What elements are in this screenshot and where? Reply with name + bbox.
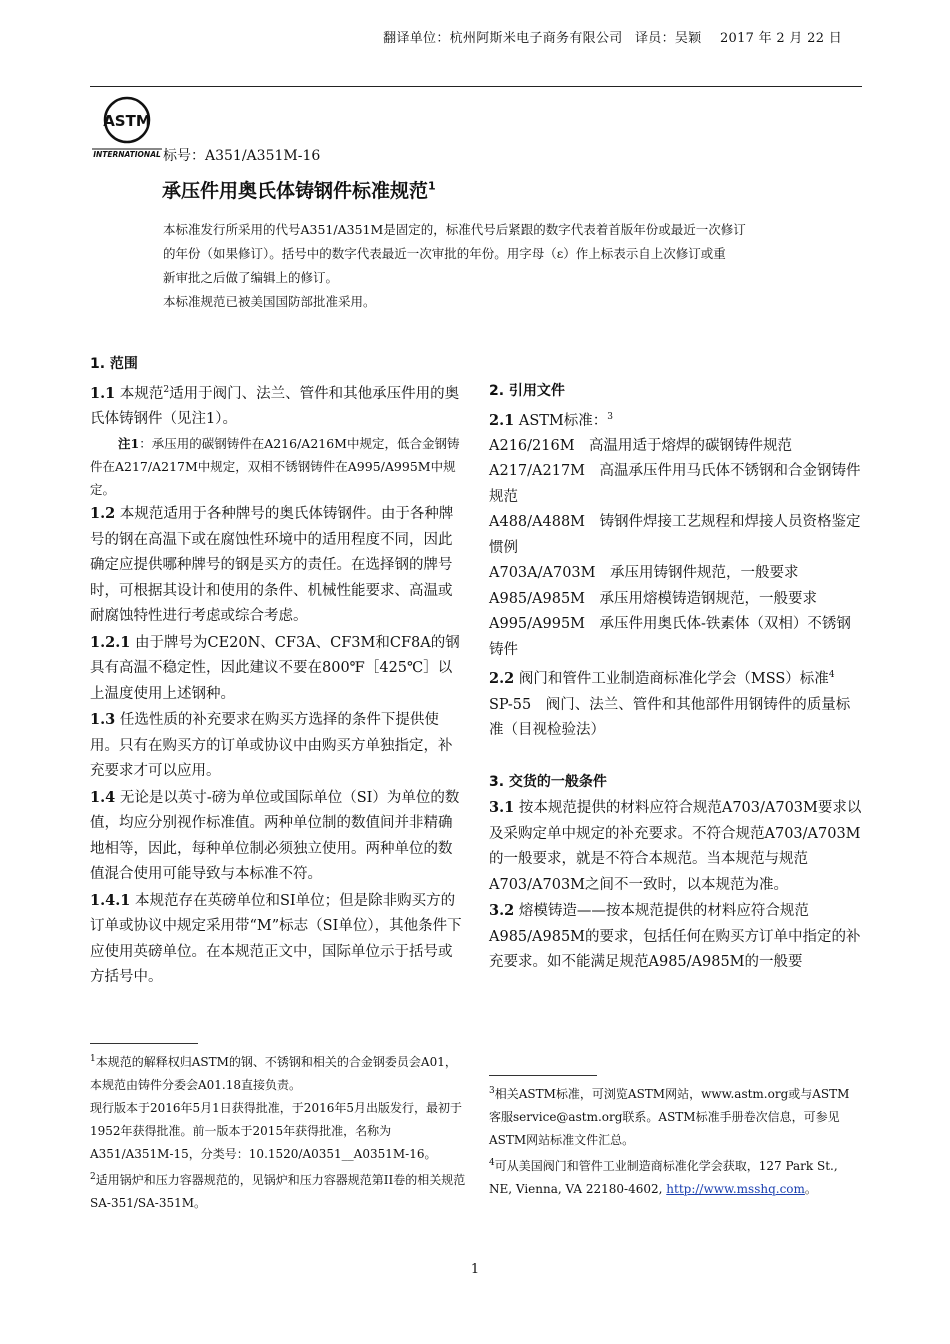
- para-number: 1.2: [90, 505, 116, 523]
- note-1: [90, 432, 464, 501]
- page-number: 1: [470, 1262, 480, 1277]
- msshq-link[interactable]: http://www.msshq.com: [666, 1182, 805, 1196]
- reference-item: A488/A488M 铸钢件焊接工艺规程和焊接人员资格鉴定惯例: [489, 514, 861, 556]
- astm-logo: [90, 92, 164, 158]
- note-label: 注1: [118, 436, 140, 452]
- para-3-1: [489, 795, 863, 898]
- para-text: 本规范适用于各种牌号的奥氏体铸钢件。由于各种牌号的钢在高温下或在腐蚀性环境中的适用程度不同，因此确定应提供哪种牌号的钢是买方的责任。在选择钢的牌号时，可根据其设计和使用的条件、机械性能要求、高温或耐腐蚀特性进行考虑或综合考虑。: [90, 506, 454, 625]
- para-1-4-1: [90, 888, 464, 991]
- header-rule: [90, 86, 862, 87]
- section-3-title: 3. 交货的一般条件: [489, 773, 607, 790]
- header-date: 2017 年 2 月 22 日: [719, 31, 842, 46]
- footnote-1b: 现行版本于2016年5月1日获得批准，于2016年5月出版发行，最初于1952年获得批准。前一版本于2015年获得批准，名称为A351/A351M-15，分类号：10.1520/A0351__A0351M-16。: [90, 1101, 462, 1161]
- footnote-4: [489, 1152, 861, 1201]
- para-1-3: [90, 707, 464, 785]
- para-3-2: [489, 898, 863, 976]
- footnote-text: 可从美国阀门和管件工业制造商标准化学会获取，127 Park St., NE, Vienna, VA 22180-4602,: [489, 1159, 838, 1196]
- footnote-3: [489, 1080, 861, 1152]
- title-footnote-ref: 1: [428, 179, 436, 193]
- footnote-ref: 4: [828, 670, 835, 681]
- para-number: 1.1: [90, 384, 116, 402]
- standard-number: 标号：A351/A351M-16: [163, 148, 321, 164]
- footnote-text: 本规范的解释权归ASTM的钢、不锈钢和相关的合金钢委员会A01，本规范由铸件分委会A01.18直接负责。: [90, 1055, 457, 1092]
- intro-line: 新审批之后做了编辑上的修订。: [163, 270, 339, 285]
- para-number: 2.1: [489, 411, 515, 429]
- right-column: [489, 379, 863, 976]
- para-text: ASTM标准：: [514, 412, 608, 429]
- reference-item: A217/A217M 高温承压件用马氏体不锈钢和合金钢铸件规范: [489, 463, 861, 505]
- reference-item: A995/A995M 承压件用奥氏体-铁素体（双相）不锈钢铸件: [489, 616, 851, 658]
- para-2-1: [489, 405, 863, 434]
- note-text: ：承压用的碳钢铸件在A216/A216M中规定，低合金钢铸件在A217/A217M中规定，双相不锈钢铸件在A995/A995M中规定。: [90, 436, 460, 498]
- para-number: 1.3: [90, 711, 116, 729]
- logo-mark-text: ASTM: [103, 112, 151, 130]
- title-text: 承压件用奥氏体铸钢件标准规范: [162, 180, 429, 202]
- footnote-text: 相关ASTM标准，可浏览ASTM网站，www.astm.org或与ASTM客服service@astm.org联系。ASTM标准手册卷次信息，可参见ASTM网站标准文件汇总。: [489, 1087, 850, 1147]
- footnote-ref: 2: [163, 384, 170, 395]
- footnote-1: [90, 1048, 468, 1097]
- footnote-rule: [90, 1043, 198, 1044]
- logo-text: INTERNATIONAL: [93, 150, 161, 158]
- spacer: [489, 744, 863, 764]
- section-2-title: 2. 引用文件: [489, 383, 565, 399]
- intro-line: 本标准规范已被美国国防部批准采用。: [163, 294, 376, 309]
- para-number: 1.4: [90, 788, 116, 806]
- translation-unit: 翻译单位：杭州阿斯米电子商务有限公司: [383, 31, 623, 46]
- para-1-1: [90, 378, 464, 433]
- para-text: 阀门和管件工业制造商标准化学会（MSS）标准: [514, 671, 829, 688]
- footnote-ref: 3: [607, 411, 614, 422]
- para-2-2: [489, 663, 863, 692]
- reference-item: A985/A985M 承压用熔模铸造钢规范，一般要求: [489, 590, 818, 607]
- footnote-text-end: 。: [804, 1182, 817, 1196]
- document-title: [162, 176, 436, 203]
- left-column: [90, 352, 464, 991]
- footnote-marker: 1: [90, 1054, 96, 1064]
- para-text: 适用于阀门、法兰、管件和其他承压件用的奥氏体铸钢件（见注1）。: [90, 385, 460, 427]
- page-header: [375, 27, 842, 46]
- para-text: 熔模铸造——按本规范提供的材料应符合规范A985/A985M的要求，包括任何在购买方订单中指定的补充要求。如不能满足规范A985/A985M的一般要: [489, 903, 861, 971]
- para-number: 3.1: [489, 799, 515, 817]
- translator: 译员：吴颖: [634, 31, 702, 46]
- para-text: 本规范存在英磅单位和SI单位；但是除非购买方的订单或协议中规定采用带“M”标志（SI单位），其他条件下应使用英磅单位。在本规范正文中，国际单位示于括号或方括号中。: [90, 892, 462, 986]
- para-number: 1.4.1: [90, 891, 131, 909]
- reference-item-sp55: SP-55 阀门、法兰、管件和其他部件用钢铸件的质量标准（目视检验法）: [489, 696, 851, 739]
- para-text: 本规范: [115, 385, 164, 402]
- para-text: 任选性质的补充要求在购买方选择的条件下提供使用。只有在购买方的订单或协议中由购买方单独指定，补充要求才可以应用。: [90, 712, 453, 780]
- intro-line: 本标准发行所采用的代号A351/A351M是固定的，标准代号后紧跟的数字代表着首版年份或最近一次修订: [163, 222, 746, 237]
- para-text: 由于牌号为CE20N、CF3A、CF3M和CF8A的钢具有高温不稳定性，因此建议不要在800℉［425℃］以上温度使用上述钢种。: [90, 634, 460, 702]
- intro-block: [163, 218, 828, 314]
- para-text: 无论是以英寸-磅为单位或国际单位（SI）为单位的数值，均应分别视作标准值。两种单位制的数值间并非精确地相等，因此，每种单位制必须独立使用。两种单位的数值混合使用可能导致与本标准不符。: [90, 789, 460, 883]
- footnote-2: [90, 1166, 468, 1215]
- footnote-marker: 3: [489, 1086, 495, 1096]
- footnotes-left: [90, 1043, 468, 1215]
- footnote-marker: 4: [489, 1158, 495, 1168]
- footnote-text: 适用锅炉和压力容器规范的，见锅炉和压力容器规范第II卷的相关规范SA-351/SA-351M。: [90, 1173, 466, 1210]
- footnote-marker: 2: [90, 1172, 96, 1182]
- para-number: 3.2: [489, 902, 515, 920]
- para-1-2-1: [90, 630, 464, 708]
- para-number: 1.2.1: [90, 633, 131, 651]
- intro-line: 的年份（如果修订）。括号中的数字代表最近一次审批的年份。用字母（ε）作上标表示自上次修订或重: [163, 246, 726, 261]
- para-number: 2.2: [489, 670, 515, 688]
- para-1-4: [90, 785, 464, 888]
- footnote-rule: [489, 1075, 597, 1076]
- reference-item: A703A/A703M 承压用铸钢件规范，一般要求: [489, 565, 799, 582]
- section-1-title: 1. 范围: [90, 356, 138, 372]
- footnotes-right: [489, 1075, 861, 1201]
- para-1-2: [90, 501, 464, 630]
- reference-item: A216/216M 高温用适于熔焊的碳钢铸件规范: [489, 437, 793, 454]
- para-text: 按本规范提供的材料应符合规范A703/A703M要求以及采购定单中规定的补充要求。不符合规范A703/A703M的一般要求，就是不符合本规范。当本规范与规范A703/A703M之间不一致时，以本规范为准。: [489, 800, 862, 893]
